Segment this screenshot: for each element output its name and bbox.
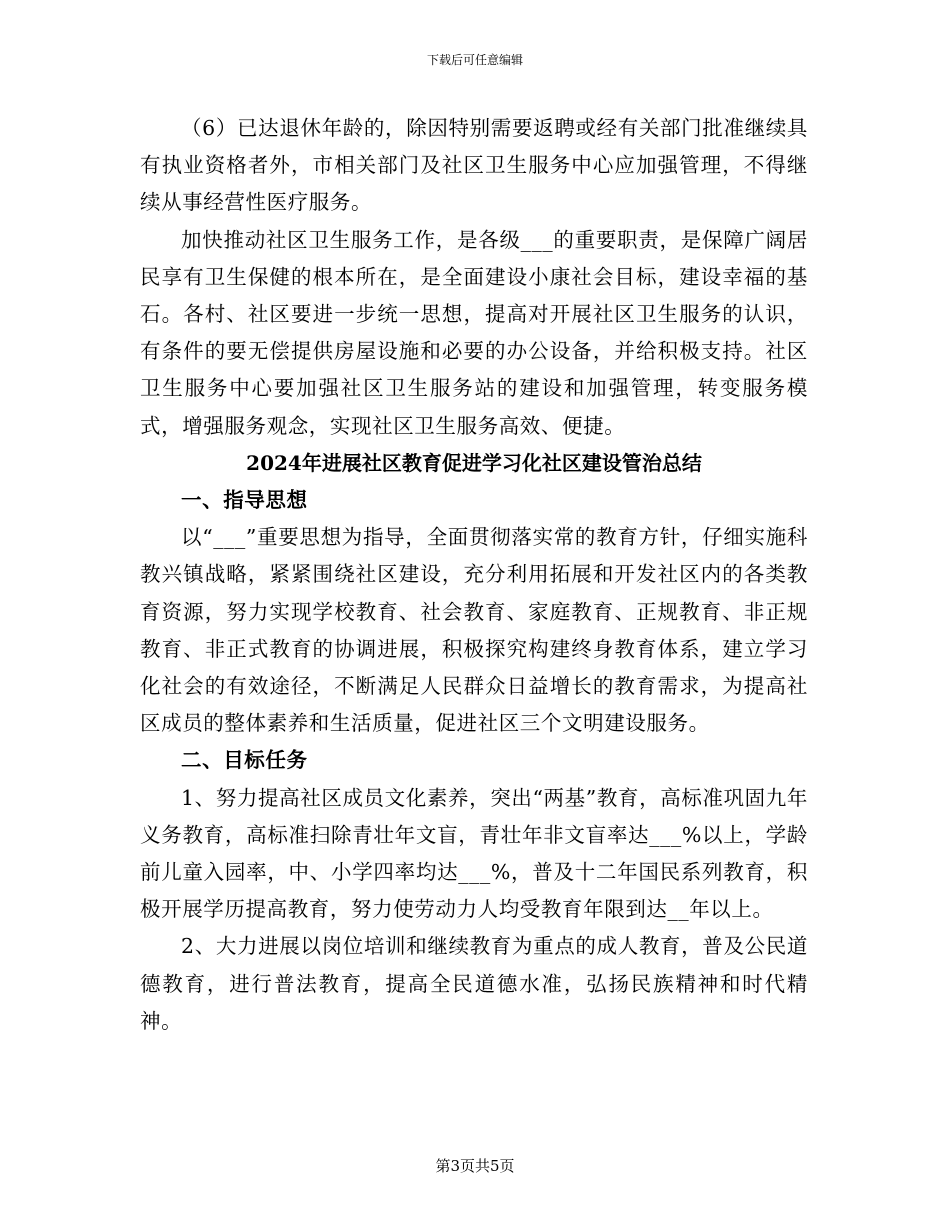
document-body (140, 110, 808, 1040)
page-header-note: 下载后可任意编辑 (426, 53, 523, 67)
document-title: 2024年进展社区教育促进学习化社区建设管治总结 (246, 450, 702, 475)
paragraph-community-health: 加快推动社区卫生服务工作，是各级___的重要职责，是保障广阔居民享有卫生保健的根本所在，是全面建设小康社会目标，建设幸福的基石。各村、社区要进一步统一思想，提高对开展社区卫生服务的认识，有条件的要无偿提供房屋设施和必要的办公设备，并给积极支持。社区卫生服务中心要加强社区卫生服务站的建设和加强管理，转变服务模式，增强服务观念，实现社区卫生服务高效、便捷。 (140, 227, 808, 438)
section-heading-goals: 二、目标任务 (181, 748, 308, 773)
page-number: 第3页共5页 (435, 1157, 515, 1175)
section-heading-guiding-ideology: 一、指导思想 (181, 488, 308, 513)
paragraph-goal-1: 1、努力提高社区成员文化素养，突出“两基”教育，高标准巩固九年义务教育，高标准扫除青壮年文盲，青壮年非文盲率达___%以上，学龄前儿童入园率，中、小学四率均达___%，普及十二年国民系列教育，积极开展学历提高教育，努力使劳动力人均受教育年限到达__年以上。 (140, 785, 808, 922)
paragraph-guiding-ideology: 以“___”重要思想为指导，全面贯彻落实常的教育方针，仔细实施科教兴镇战略，紧紧围绕社区建设，充分利用拓展和开发社区内的各类教育资源，努力实现学校教育、社会教育、家庭教育、正规教育、非正规教育、非正式教育的协调进展，积极探究构建终身教育体系，建立学习化社会的有效途径，不断满足人民群众日益增长的教育需求，为提高社区成员的整体素养和生活质量，促进社区三个文明建设服务。 (140, 525, 808, 736)
paragraph-retirement-rule: （6）已达退休年龄的，除因特别需要返聘或经有关部门批准继续具有执业资格者外，市相关部门及社区卫生服务中心应加强管理，不得继续从事经营性医疗服务。 (140, 116, 808, 215)
paragraph-goal-2: 2、大力进展以岗位培训和继续教育为重点的成人教育，普及公民道德教育，进行普法教育，提高全民道德水准，弘扬民族精神和时代精神。 (140, 934, 808, 1033)
